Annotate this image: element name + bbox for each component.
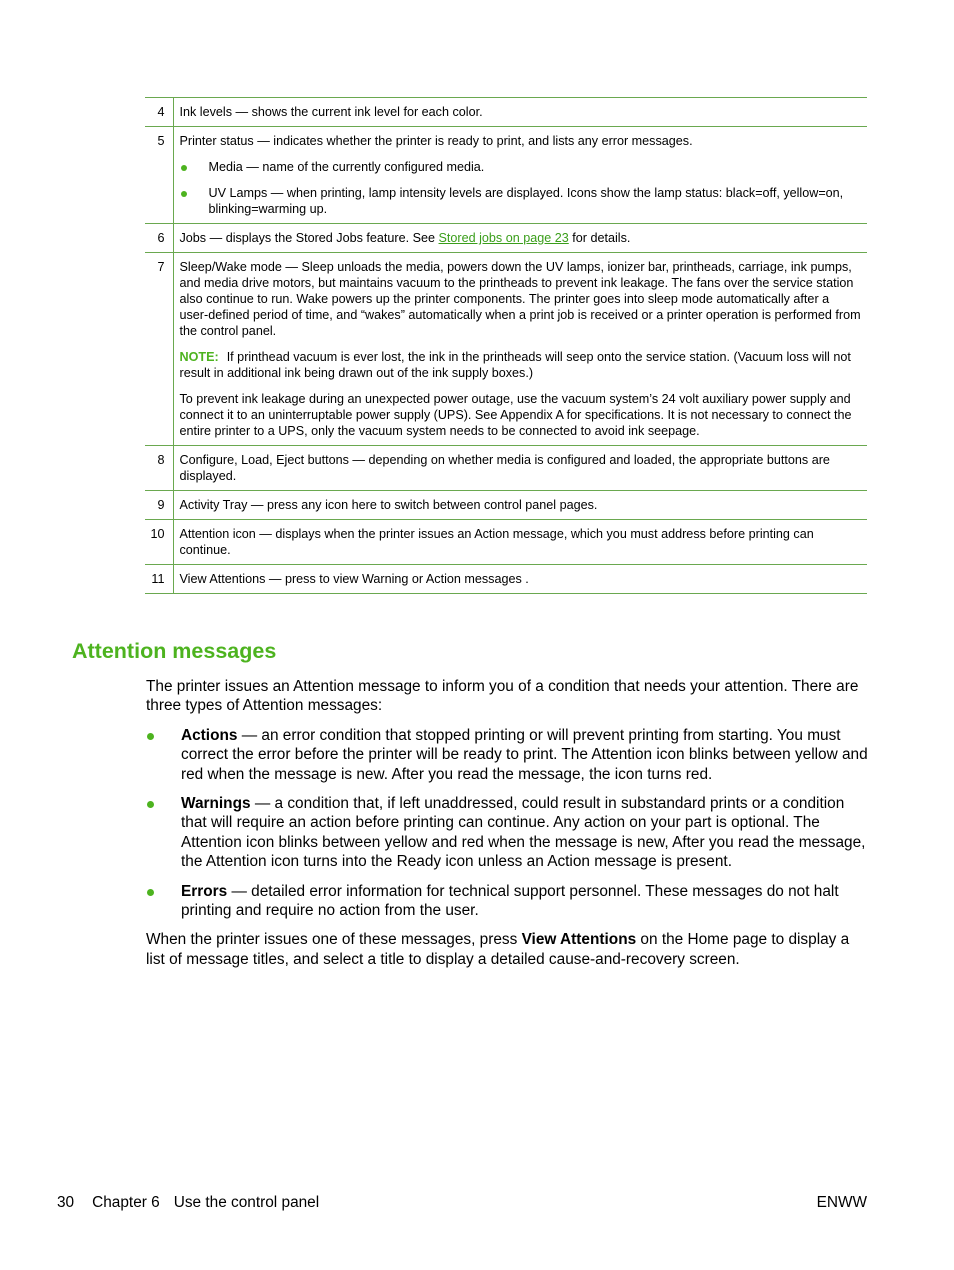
row-number: 5 [145, 127, 173, 224]
stored-jobs-link[interactable]: Stored jobs on page 23 [438, 231, 569, 245]
list-item-text: Media — name of the currently configured media. [208, 160, 485, 174]
row-description [173, 224, 867, 253]
row-text-after: for details. [568, 231, 631, 245]
message-type-list [146, 726, 870, 921]
row-description [173, 127, 867, 224]
closing-text-before: When the printer issues one of these messages, press [146, 931, 522, 949]
table-row [145, 565, 867, 594]
row-description [173, 253, 867, 446]
closing-paragraph [146, 930, 870, 969]
bullet-icon [147, 801, 154, 808]
list-item-text: — detailed error information for technical support personnel. These messages do not halt printing and require no action from the user. [181, 882, 839, 920]
closing-bold: View Attentions [521, 931, 637, 949]
closing-text-after: on the Home page to display a list of message titles, and select a title to display a detailed cause-and-recovery screen. [146, 931, 850, 968]
row-number: 8 [145, 446, 173, 491]
table-row [145, 127, 867, 224]
row-number: 4 [145, 98, 173, 127]
list-item-term: Actions [181, 726, 238, 744]
table-row [145, 491, 867, 520]
row-number: 9 [145, 491, 173, 520]
bullet-icon [147, 889, 154, 896]
list-item-text: — a condition that, if left unaddressed, could result in substandard prints or a condition that will require an action before printing can continue. Any action on your part is optional. The Attention icon blinks between yellow and red when the message is new, After you read the message, the Attention icon turns into the Ready icon unless an Action message is present. [181, 795, 866, 871]
note-label: NOTE: [179, 350, 219, 364]
table-row [145, 446, 867, 491]
row-number: 10 [145, 520, 173, 565]
list-item-term: Errors [181, 882, 228, 900]
row-text: Attention icon — displays when the printer issues an Action message, which you must address before printing can continue. [179, 527, 814, 557]
footer-right: ENWW [816, 1194, 867, 1211]
row-text: Ink levels — shows the current ink level for each color. [179, 105, 483, 119]
page-number: 30 [57, 1194, 75, 1211]
list-item [180, 185, 862, 217]
list-item [146, 882, 870, 921]
row-text: Activity Tray — press any icon here to switch between control panel pages. [179, 498, 598, 512]
table-row [145, 224, 867, 253]
note [180, 349, 862, 381]
list-item-text: UV Lamps — when printing, lamp intensity levels are displayed. Icons show the lamp status: black=off, yellow=on, blinking=warming up. [208, 186, 844, 216]
row-description [173, 446, 867, 491]
table-row [145, 520, 867, 565]
table-row [145, 98, 867, 127]
chapter-title: Use the control panel [173, 1194, 320, 1211]
list-item [146, 794, 870, 872]
section-body [146, 677, 870, 969]
callout-table [145, 97, 867, 594]
row-description [173, 520, 867, 565]
row-text: Sleep/Wake mode — Sleep unloads the media, powers down the UV lamps, ionizer bar, printheads, carriage, ink pumps, and media drive motors, but maintains vacuum to the printheads to prevent ink leakage. The fans over the service station also continue to run. Wake powers up the printer components. The printer goes into sleep mode automatically after a user-defined period of time, and “wakes” automatically when a print job is received or a printer operation is performed from the control panel. [179, 260, 861, 338]
section-heading: Attention messages [72, 639, 277, 663]
footer-left [57, 1193, 319, 1213]
intro-paragraph: The printer issues an Attention message to inform you of a condition that needs your attention. There are three types of Attention messages: [146, 678, 859, 715]
table-row [145, 253, 867, 446]
row-description [173, 98, 867, 127]
row-number: 11 [145, 565, 173, 594]
row-number: 7 [145, 253, 173, 446]
row-bullet-list [180, 159, 862, 217]
row-number: 6 [145, 224, 173, 253]
list-item [180, 159, 862, 175]
list-item-term: Warnings [181, 795, 251, 813]
bullet-icon [181, 165, 187, 171]
note-text: If printhead vacuum is ever lost, the ink in the printheads will seep onto the service station. (Vacuum loss will not result in additional ink being drawn out of the ink supply boxes.) [179, 350, 851, 380]
bullet-icon [181, 191, 187, 197]
row-text: To prevent ink leakage during an unexpected power outage, use the vacuum system’s 24 volt auxiliary power supply and connect it to an uninterruptable power supply (UPS). See Appendix A for specifications. It is not necessary to connect the entire printer to a UPS, only the vacuum system needs to be connected to avoid ink seepage. [179, 392, 852, 438]
list-item [146, 726, 870, 784]
list-item-text: — an error condition that stopped printing or will prevent printing from starting. You must correct the error before the printer will be ready to print. The Attention icon blinks between yellow and red when the message is new. After you read the message, the icon turns red. [181, 726, 868, 783]
row-text [180, 230, 862, 246]
chapter-label: Chapter 6 [92, 1194, 160, 1211]
row-text: Printer status — indicates whether the printer is ready to print, and lists any error messages. [179, 134, 693, 148]
row-description [173, 491, 867, 520]
row-text: Configure, Load, Eject buttons — depending on whether media is configured and loaded, the appropriate buttons are displayed. [179, 453, 830, 483]
row-description [173, 565, 867, 594]
bullet-icon [147, 733, 154, 740]
row-text: View Attentions — press to view Warning or Action messages . [179, 572, 529, 586]
row-text-before: Jobs — displays the Stored Jobs feature. See [179, 231, 439, 245]
